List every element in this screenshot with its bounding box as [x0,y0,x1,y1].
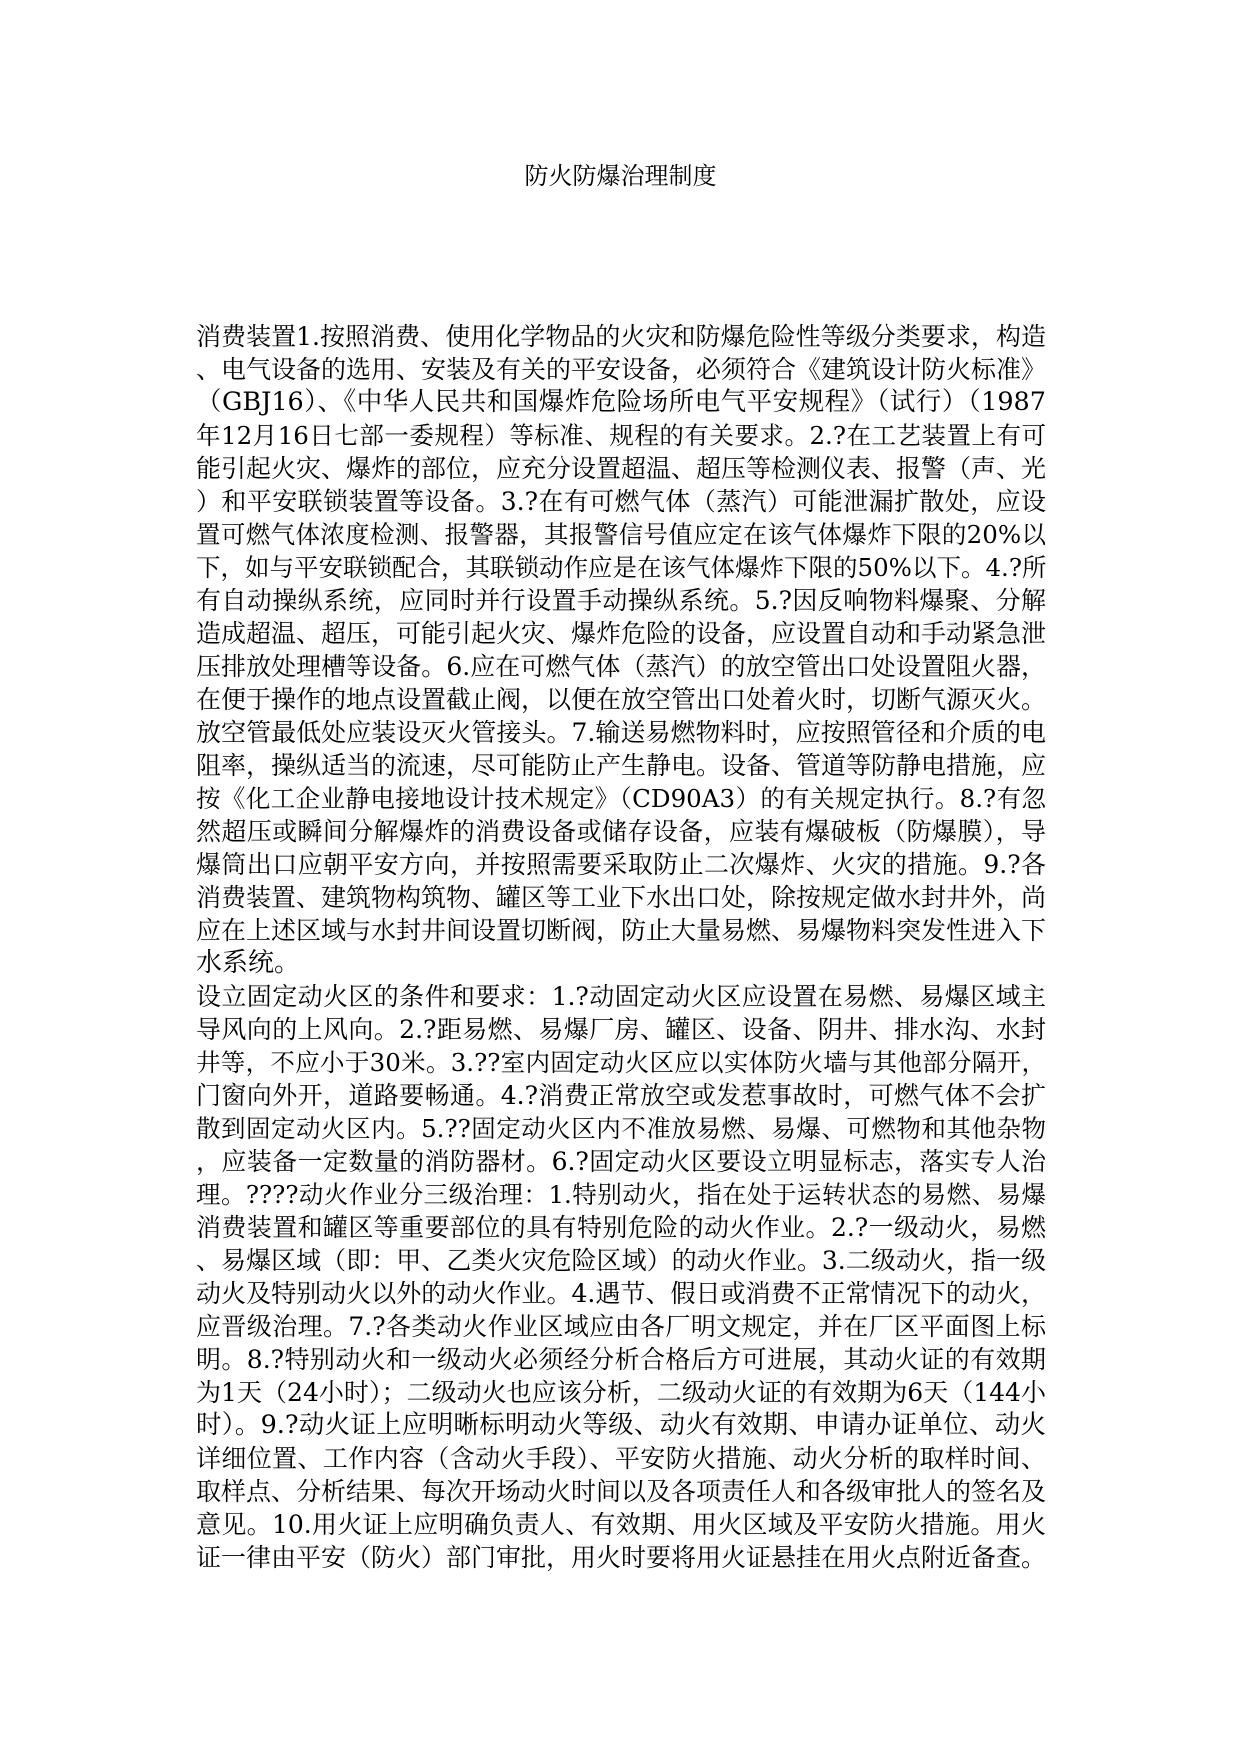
body-line: 爆筒出口应朝平安方向，并按照需要采取防止二次爆炸、火灾的措施。9.?各 [196,850,1046,879]
body-line: 、易爆区域（即：甲、乙类火灾危险区域）的动火作业。3.二级动火，指一级 [196,1246,1046,1275]
body-line: 时）。9.?动火证上应明晰标明动火等级、动火有效期、申请办证单位、动火 [196,1410,1046,1440]
body-line: ）和平安联锁装置等设备。3.?在有可燃气体（蒸汽）可能泄漏扩散处，应设 [196,487,1046,516]
body-line: 放空管最低处应装设灭火管接头。7.输送易燃物料时，应按照管径和介质的电 [196,718,1046,747]
body-line: 明。8.?特别动火和一级动火必须经分析合格后方可进展，其动火证的有效期 [196,1345,1046,1374]
body-line-paragraph-end: 水系统。 [196,948,301,978]
body-line: 造成超温、超压，可能引起火灾、爆炸危险的设备，应设置自动和手动紧急泄 [196,619,1047,648]
body-line: 消费装置1.按照消费、使用化学物品的火灾和防爆危险性等级分类要求，构造 [196,322,1046,351]
body-line: 取样点、分析结果、每次开场动火时间以及各项责任人和各级审批人的签名及 [196,1477,1047,1506]
body-line: 年12月16日七部一委规程）等标准、规程的有关要求。2.?在工艺装置上有可 [196,421,1046,450]
body-line: 压排放处理槽等设备。6.应在可燃气体（蒸汽）的放空管出口处设置阻火器， [196,652,1046,681]
body-line: 能引起火灾、爆炸的部位，应充分设置超温、超压等检测仪表、报警（声、光 [196,454,1047,483]
body-line: 消费装置和罐区等重要部位的具有特别危险的动火作业。2.?一级动火，易燃 [196,1213,1046,1242]
body-line: 为1天（24小时）；二级动火也应该分析，二级动火证的有效期为6天（144小 [196,1378,1046,1407]
body-line: 然超压或瞬间分解爆炸的消费设备或储存设备，应装有爆破板（防爆膜），导 [196,817,1046,846]
document-body [196,320,1046,1574]
body-line: 下，如与平安联锁配合，其联锁动作应是在该气体爆炸下限的50%以下。4.?所 [196,553,1047,582]
body-line: 在便于操作的地点设置截止阀，以便在放空管出口处着火时，切断气源灭火。 [196,685,1047,714]
body-line: 动火及特别动火以外的动火作业。4.遇节、假日或消费不正常情况下的动火， [196,1279,1046,1308]
body-line: 阻率，操纵适当的流速，尽可能防止产生静电。设备、管道等防静电措施，应 [196,751,1047,780]
body-line: 置可燃气体浓度检测、报警器，其报警信号值应定在该气体爆炸下限的20%以 [196,520,1046,549]
body-line: 散到固定动火区内。5.??固定动火区内不准放易燃、易爆、可燃物和其他杂物 [196,1114,1046,1143]
body-line: 理。????动火作业分三级治理：1.特别动火，指在处于运转状态的易燃、易爆 [196,1180,1046,1209]
body-line: 应在上述区域与水封井间设置切断阀，防止大量易燃、易爆物料突发性进入下 [196,916,1047,945]
body-line-paragraph-end: 证一律由平安（防火）部门审批，用火时要将用火证悬挂在用火点附近备查。 [196,1543,1047,1572]
body-line: 详细位置、工作内容（含动火手段）、平安防火措施、动火分析的取样时间、 [196,1444,1046,1473]
body-line: 、电气设备的选用、安装及有关的平安设备，必须符合《建筑设计防火标准》 [196,355,1047,384]
body-line: ，应装备一定数量的消防器材。6.?固定动火区要设立明显标志，落实专人治 [196,1147,1046,1176]
body-line: 设立固定动火区的条件和要求：1.?动固定动火区应设置在易燃、易爆区域主 [196,982,1046,1011]
body-line: 井等，不应小于30米。3.??室内固定动火区应以实体防火墙与其他部分隔开， [196,1048,1046,1077]
body-line: 有自动操纵系统，应同时并行设置手动操纵系统。5.?因反响物料爆聚、分解 [196,586,1046,615]
body-line: 意见。10.用火证上应明确负责人、有效期、用火区域及平安防火措施。用火 [196,1510,1046,1539]
body-line: 应晋级治理。7.?各类动火作业区域应由各厂明文规定，并在厂区平面图上标 [196,1312,1046,1341]
body-line: 消费装置、建筑物构筑物、罐区等工业下水出口处，除按规定做水封井外，尚 [196,883,1047,912]
body-line: 按《化工企业静电接地设计技术规定》（CD90A3）的有关规定执行。8.?有忽 [196,784,1046,813]
body-line: （GBJ16）、《中华人民共和国爆炸危险场所电气平安规程》（试行）（1987 [196,387,1046,417]
body-line: 门窗向外开，道路要畅通。4.?消费正常放空或发惹事故时，可燃气体不会扩 [196,1081,1046,1110]
page-title: 防火防爆治理制度 [524,162,717,190]
body-line: 导风向的上风向。2.?距易燃、易爆厂房、罐区、设备、阴井、排水沟、水封 [196,1015,1046,1044]
